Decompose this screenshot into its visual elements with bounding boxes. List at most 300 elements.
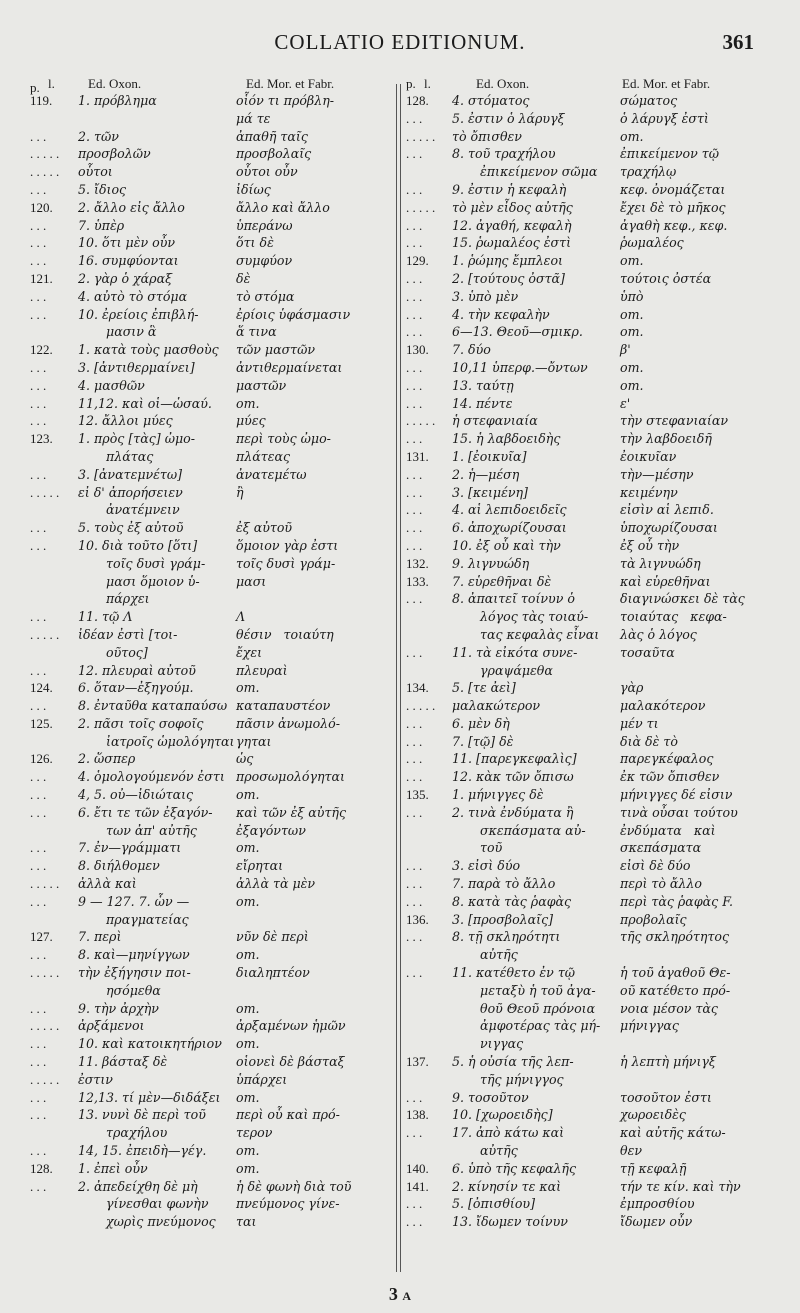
collation-row: [30, 1106, 392, 1124]
oxford-reading: 4. αἱ λεπιδοειδεῖς: [452, 502, 567, 518]
morel-reading: ἀντιθερμαίνεται: [236, 359, 343, 375]
line-reference: 121.: [30, 270, 53, 286]
line-reference: . . . . .: [406, 698, 436, 714]
line-reference: . . .: [406, 929, 423, 945]
line-reference: 134.: [406, 680, 429, 696]
collation-row: [406, 359, 776, 377]
morel-reading: καταπαυστέον: [236, 698, 331, 714]
morel-reading: πλάτεας: [236, 448, 291, 464]
collation-row: [30, 982, 392, 1000]
oxford-reading: 15. ἡ λαβδοειδὴς: [452, 431, 561, 447]
line-reference: . . .: [406, 288, 423, 304]
collation-row: [30, 857, 392, 875]
collation-row: [406, 626, 776, 644]
morel-reading: τῇ κεφαλῇ: [620, 1160, 687, 1176]
collation-row: [406, 1071, 776, 1089]
oxford-reading: 4. τὴν κεφαλὴν: [452, 306, 550, 322]
oxford-reading: 11. τῷ Λ: [78, 609, 133, 625]
oxford-reading: 7. δύο: [452, 342, 491, 358]
morel-reading: ἴδωμεν οὖν: [620, 1214, 693, 1230]
oxford-reading: 10. διὰ τοῦτο [ὅτι]: [78, 537, 198, 553]
line-reference: . . .: [406, 110, 423, 126]
collation-row: [406, 662, 776, 680]
oxford-reading: λόγος τὰς τοιαύ-: [452, 609, 589, 625]
morel-reading: ἀλλὰ τὰ μὲν: [236, 876, 316, 892]
morel-reading: τοῖς δυσὶ γράμ-: [236, 555, 336, 571]
morel-reading: om.: [236, 947, 260, 963]
oxford-reading: μασι ὅμοιον ὑ-: [78, 573, 200, 589]
morel-reading: om.: [236, 1143, 260, 1159]
line-reference: . . .: [406, 715, 423, 731]
morel-reading: ἐκ τῶν ὄπισθεν: [620, 769, 720, 785]
collation-row: [406, 430, 776, 448]
collation-row: [30, 395, 392, 413]
collation-row: [406, 1035, 776, 1053]
morel-reading: om.: [236, 1000, 260, 1016]
line-reference: . . .: [30, 1107, 47, 1123]
oxford-reading: 10. [χωροειδὴς]: [452, 1107, 553, 1123]
collation-row: [406, 306, 776, 324]
collation-row: [30, 555, 392, 573]
oxford-reading: 12,13. τί μὲν—διδάξει: [78, 1089, 221, 1105]
line-reference: 135.: [406, 787, 429, 803]
collation-row: [30, 359, 392, 377]
collation-row: [406, 911, 776, 929]
line-reference: [406, 626, 452, 644]
morel-reading: om.: [620, 377, 644, 393]
morel-reading: ἀγαθὴ κεφ., κεφ.: [620, 217, 728, 233]
collation-row: [30, 1195, 392, 1213]
collation-row: [406, 733, 776, 751]
running-title: COLLATIO EDITIONUM.: [274, 30, 526, 54]
oxford-reading: 1. πρὸς [τὰς] ὠμο-: [78, 431, 195, 447]
line-reference: . . .: [406, 591, 423, 607]
collation-row: [30, 644, 392, 662]
morel-reading: κειμένην: [620, 484, 678, 500]
line-reference: [30, 110, 78, 128]
line-reference: . . .: [406, 520, 423, 536]
morel-reading: μήνιγγας: [620, 1018, 679, 1034]
line-reference: [30, 822, 78, 840]
morel-reading: περὶ οὗ καὶ πρό-: [236, 1107, 340, 1123]
line-reference: [30, 590, 78, 608]
collation-row: [30, 1017, 392, 1035]
collation-row: [406, 715, 776, 733]
collation-row: [30, 145, 392, 163]
line-reference: . . .: [406, 858, 423, 874]
collation-row: [30, 163, 392, 181]
oxford-reading: 2. [τούτους ὀστᾶ]: [452, 270, 565, 286]
line-reference: . . . . .: [406, 413, 436, 429]
line-reference: 141.: [406, 1178, 429, 1194]
oxford-reading: πραγματείας: [78, 911, 189, 927]
line-reference: [406, 1017, 452, 1035]
line-reference: . . .: [30, 1000, 47, 1016]
oxford-reading: αὐτῆς: [452, 1143, 518, 1159]
collation-row: [30, 804, 392, 822]
line-reference: 136.: [406, 911, 429, 927]
line-reference: . . . . .: [30, 164, 60, 180]
morel-reading: om.: [620, 128, 644, 144]
oxford-reading: 5. ἐστιν ὁ λάρυγξ: [452, 110, 565, 126]
oxford-reading: μαλακώτερον: [452, 698, 541, 714]
collation-row: [30, 573, 392, 591]
line-reference: [406, 1000, 452, 1018]
line-reference: 132.: [406, 555, 429, 571]
line-reference: . . .: [30, 858, 47, 874]
line-reference: . . .: [406, 324, 423, 340]
collation-row: [406, 573, 776, 591]
collation-row: [406, 964, 776, 982]
oxford-reading: 4. αὐτὸ τὸ στόμα: [78, 288, 188, 304]
line-reference: [406, 662, 452, 680]
morel-reading: οὗτοι οὖν: [236, 164, 298, 180]
collation-row: [30, 768, 392, 786]
collation-row: [30, 608, 392, 626]
line-reference: [406, 1142, 452, 1160]
oxford-reading: τραχήλου: [78, 1125, 168, 1141]
morel-reading: ἀνατεμέτω: [236, 466, 307, 482]
oxford-reading: ἰατροῖς ὡμολόγηται: [78, 733, 235, 749]
oxford-reading: [78, 110, 236, 128]
oxford-reading: 12. ἄλλοι μύες: [78, 413, 173, 429]
collation-row: [406, 217, 776, 235]
collation-row: [30, 715, 392, 733]
line-reference: . . .: [30, 377, 47, 393]
line-reference: 129.: [406, 253, 429, 269]
morel-reading: ἔχει: [236, 644, 263, 660]
oxford-reading: 8. ἀπαιτεῖ τοίνυν ὁ: [452, 591, 575, 607]
line-reference: . . .: [406, 146, 423, 162]
morel-reading: τοσοῦτον ἐστι: [620, 1089, 712, 1105]
line-reference: . . .: [30, 947, 47, 963]
morel-reading: τὴν—μέσην: [620, 466, 694, 482]
collation-row: [30, 1160, 392, 1178]
oxford-reading: 7. παρὰ τὸ ἄλλο: [452, 876, 556, 892]
collation-row: [30, 822, 392, 840]
collation-row: [30, 484, 392, 502]
header-mor: Ed. Mor. et Fabr.: [246, 76, 335, 91]
oxford-reading: 3. [ἀνατεμνέτω]: [78, 466, 183, 482]
collation-row: [30, 1053, 392, 1071]
oxford-reading: 3. εἰσὶ δύο: [452, 858, 521, 874]
line-reference: . . . . .: [30, 146, 60, 162]
oxford-reading: ἀμφοτέρας τὰς μή-: [452, 1018, 601, 1034]
line-reference: . . .: [406, 1196, 423, 1212]
signature-mark: [0, 1284, 800, 1305]
collation-row: [30, 448, 392, 466]
oxford-reading: 4. μασθῶν: [78, 377, 145, 393]
line-reference: . . .: [30, 395, 47, 411]
morel-reading: διαγινώσκει δὲ τὰς: [620, 591, 745, 607]
collation-row: [406, 448, 776, 466]
line-reference: . . .: [30, 698, 47, 714]
collation-row: [406, 270, 776, 288]
oxford-reading: 2. ἡ—μέση: [452, 466, 520, 482]
collation-row: [406, 768, 776, 786]
oxford-reading: 13. νυνὶ δὲ περὶ τοῦ: [78, 1107, 206, 1123]
oxford-reading: ἰδέαν ἐστὶ [τοι-: [78, 626, 178, 642]
collation-row: [30, 110, 392, 128]
collation-row: [406, 412, 776, 430]
collation-row: [30, 466, 392, 484]
oxford-reading: μασιν ἃ: [78, 324, 157, 340]
collation-row: [30, 341, 392, 359]
morel-reading: ε': [620, 395, 631, 411]
line-reference: . . .: [30, 288, 47, 304]
morel-reading: μαλακότερον: [620, 698, 706, 714]
line-reference: . . . . .: [30, 484, 60, 500]
collation-row: [30, 893, 392, 911]
collation-row: [406, 181, 776, 199]
oxford-reading: 2. γὰρ ὁ χάραξ: [78, 270, 173, 286]
morel-reading: παρεγκέφαλος: [620, 751, 714, 767]
oxford-reading: 17. ἀπὸ κάτω καὶ: [452, 1125, 565, 1141]
morel-reading: ἐμπροσθίου: [620, 1196, 695, 1212]
collation-row: [406, 555, 776, 573]
morel-reading: ἐξ αὐτοῦ: [236, 520, 293, 536]
line-reference: 130.: [406, 342, 429, 358]
collation-row: [406, 590, 776, 608]
collation-row: [406, 145, 776, 163]
morel-reading: ἰδίως: [236, 181, 271, 197]
morel-reading: τινὰ οὖσαι τούτου: [620, 804, 738, 820]
collation-row: [406, 946, 776, 964]
line-reference: . . .: [406, 644, 423, 660]
collation-row: [30, 839, 392, 857]
line-reference: . . .: [406, 965, 423, 981]
line-reference: . . .: [30, 359, 47, 375]
line-reference: . . .: [30, 662, 47, 678]
line-reference: [30, 555, 78, 573]
morel-reading: ἄλλο καὶ ἄλλο: [236, 199, 330, 215]
collation-row: [406, 501, 776, 519]
morel-reading: κεφ. ὀνομάζεται: [620, 181, 726, 197]
line-reference: 125.: [30, 715, 53, 731]
collation-row: [30, 875, 392, 893]
line-reference: . . . . .: [30, 626, 60, 642]
line-reference: [406, 839, 452, 857]
morel-reading: τερον: [236, 1125, 273, 1141]
morel-reading: ἔχει δὲ τὸ μῆκος: [620, 199, 726, 215]
morel-reading: ὑπάρχει: [236, 1071, 288, 1087]
line-reference: 128.: [30, 1160, 53, 1176]
oxford-reading: χωρὶς πνεύμονος: [78, 1214, 216, 1230]
line-reference: 119.: [30, 93, 53, 108]
oxford-reading: ησόμεθα: [78, 982, 161, 998]
line-reference: . . .: [406, 484, 423, 500]
oxford-reading: 9. τοσοῦτον: [452, 1089, 529, 1105]
oxford-reading: 6—13. Θεοῦ—σμικρ.: [452, 324, 583, 340]
morel-reading: τραχήλῳ: [620, 164, 677, 180]
morel-reading: ὅτι δὲ: [236, 235, 274, 251]
morel-reading: ἐοικυῖαν: [620, 448, 677, 464]
oxford-reading: 5. [τε ἀεὶ]: [452, 680, 516, 696]
line-reference: . . .: [30, 413, 47, 429]
oxford-reading: εἰ δ' ἀπορήσειεν: [78, 484, 183, 500]
line-reference: . . .: [406, 1089, 423, 1105]
collation-row: [30, 323, 392, 341]
oxford-reading: 14, 15. ἐπειδὴ—γέγ.: [78, 1143, 207, 1159]
collation-row: [406, 377, 776, 395]
morel-reading: νῦν δὲ περὶ: [236, 929, 309, 945]
collation-row: [406, 1053, 776, 1071]
line-reference: . . .: [30, 840, 47, 856]
oxford-reading: 11. κατέθετο ἐν τῷ: [452, 965, 576, 981]
collation-row: [30, 181, 392, 199]
line-reference: . . .: [406, 377, 423, 393]
morel-reading: προβολαῖς: [620, 911, 687, 927]
morel-reading: μήνιγγες δέ εἰσιν: [620, 787, 733, 803]
collation-row: [406, 1106, 776, 1124]
morel-reading: περὶ τοὺς ὠμο-: [236, 431, 331, 447]
morel-reading: om.: [236, 1036, 260, 1052]
morel-reading: τὰ λιγνυώδη: [620, 555, 701, 571]
line-reference: 133.: [406, 573, 429, 589]
line-reference: . . .: [406, 217, 423, 233]
oxford-reading: σκεπάσματα αὐ-: [452, 822, 586, 838]
morel-reading: γὰρ: [620, 680, 644, 696]
oxford-reading: 1. κατὰ τοὺς μασθοὺς: [78, 342, 219, 358]
morel-reading: ἐξαγόντων: [236, 822, 306, 838]
collation-row: [30, 1071, 392, 1089]
oxford-reading: 7. ὑπὲρ: [78, 217, 125, 233]
line-reference: . . .: [30, 253, 47, 269]
line-reference: . . .: [30, 537, 47, 553]
morel-reading: μά τε: [236, 110, 271, 126]
line-reference: . . . . .: [406, 199, 436, 215]
collation-row: [406, 1089, 776, 1107]
collation-row: [30, 306, 392, 324]
oxford-reading: 2. τῶν: [78, 128, 119, 144]
morel-reading: συμφύον: [236, 253, 293, 269]
line-reference: . . .: [30, 520, 47, 536]
collation-row: [30, 911, 392, 929]
line-reference: [406, 1035, 452, 1053]
collation-row: [30, 733, 392, 751]
line-reference: . . .: [30, 181, 47, 197]
morel-reading: om.: [620, 324, 644, 340]
morel-reading: ἐνδύματα καὶ: [620, 822, 716, 838]
collation-row: [30, 430, 392, 448]
morel-reading: χωροειδὲς: [620, 1107, 686, 1123]
oxford-reading: 15. ῥωμαλέος ἐστὶ: [452, 235, 572, 251]
line-reference: . . . . .: [30, 876, 60, 892]
morel-reading: ἐπικείμενον τῷ: [620, 146, 720, 162]
collation-row: [30, 626, 392, 644]
oxford-reading: 2. τινὰ ἐνδύματα ἢ: [452, 804, 574, 820]
morel-reading: om.: [620, 359, 644, 375]
morel-reading: νοια μέσον τὰς: [620, 1000, 718, 1016]
line-reference: . . .: [30, 609, 47, 625]
collation-row: [30, 786, 392, 804]
morel-reading: πᾶσιν ἀνωμολό-: [236, 715, 340, 731]
morel-reading: τὴν λαβδοειδῆ: [620, 431, 712, 447]
line-reference: . . . . .: [30, 1018, 60, 1034]
oxford-reading: τοῦ: [452, 840, 503, 856]
morel-reading: εἴρηται: [236, 858, 284, 874]
header-oxon: Ed. Oxon.: [88, 76, 142, 91]
morel-reading: καὶ εὑρεθῆναι: [620, 573, 711, 589]
collation-row: [30, 1178, 392, 1196]
collation-row: [30, 412, 392, 430]
line-reference: . . .: [30, 306, 47, 322]
morel-reading: προσβολαῖς: [236, 146, 312, 162]
line-reference: . . .: [30, 1143, 47, 1159]
header-line: l.: [48, 76, 55, 91]
morel-reading: οῦ κατέθετο πρό-: [620, 982, 731, 998]
morel-reading: λὰς ὁ λόγος: [620, 626, 697, 642]
morel-reading: μασι: [236, 573, 267, 589]
collation-row: [30, 128, 392, 146]
morel-reading: om.: [236, 395, 260, 411]
collation-row: [30, 92, 392, 110]
collation-row: [30, 270, 392, 288]
morel-reading: om.: [620, 253, 644, 269]
right-rows: [406, 92, 776, 1231]
morel-reading: μέν τι: [620, 715, 659, 731]
oxford-reading: 7. εὑρεθῆναι δὲ: [452, 573, 552, 589]
line-reference: . . .: [406, 431, 423, 447]
collation-row: [30, 750, 392, 768]
oxford-reading: 12. ἀγαθή, κεφαλὴ: [452, 217, 572, 233]
morel-reading: ὑπὸ: [620, 288, 644, 304]
collation-row: [30, 217, 392, 235]
oxford-reading: τῆς μήνιγγος: [452, 1071, 564, 1087]
oxford-reading: 8. καὶ—μηνίγγων: [78, 947, 190, 963]
morel-reading: σώματος: [620, 93, 678, 108]
collation-row: [406, 466, 776, 484]
line-reference: 128.: [406, 93, 429, 108]
morel-reading: ὑπεράνω: [236, 217, 293, 233]
oxford-reading: 3. ὑπὸ μὲν: [452, 288, 519, 304]
line-reference: . . .: [30, 217, 47, 233]
line-reference: . . .: [406, 270, 423, 286]
morel-reading: τῆς σκληρότητος: [620, 929, 730, 945]
morel-reading: ὁ λάρυγξ ἐστὶ: [620, 110, 709, 126]
morel-reading: τήν τε κίν. καὶ τὴν: [620, 1178, 741, 1194]
line-reference: 127.: [30, 929, 53, 945]
header-oxon: Ed. Oxon.: [476, 76, 530, 91]
morel-reading: πλευραὶ: [236, 662, 288, 678]
line-reference: [30, 911, 78, 929]
collation-row: [406, 395, 776, 413]
oxford-reading: 2. κίνησίν τε καὶ: [452, 1178, 562, 1194]
oxford-reading: μεταξὺ ἡ τοῦ ἀγα-: [452, 982, 596, 998]
oxford-reading: ἀλλὰ καὶ: [78, 876, 137, 892]
line-reference: . . .: [30, 1036, 47, 1052]
line-reference: 140.: [406, 1160, 429, 1176]
oxford-reading: 6. μὲν δὴ: [452, 715, 510, 731]
oxford-reading: 9 — 127. 7. ὧν —: [78, 893, 190, 909]
line-reference: 138.: [406, 1107, 429, 1123]
collation-row: [406, 697, 776, 715]
oxford-reading: γραψάμεθα: [452, 662, 553, 678]
oxford-reading: 10. ὅτι μὲν οὖν: [78, 235, 176, 251]
left-rows: [30, 92, 392, 1231]
oxford-reading: 1. [ἐοικυῖα]: [452, 448, 527, 464]
oxford-reading: 9. λιγνυώδη: [452, 555, 530, 571]
oxford-reading: 12. πλευραὶ αὐτοῦ: [78, 662, 196, 678]
oxford-reading: 9. τὴν ἀρχὴν: [78, 1000, 159, 1016]
oxford-reading: 9. ἐστιν ἡ κεφαλὴ: [452, 181, 567, 197]
morel-reading: Λ: [236, 609, 246, 625]
morel-reading: om.: [236, 787, 260, 803]
oxford-reading: ἀνατέμνειν: [78, 502, 180, 518]
oxford-reading: 13. ταύτῃ: [452, 377, 514, 393]
oxford-reading: 6. ἀποχωρίζουσαι: [452, 520, 567, 536]
collation-row: [30, 697, 392, 715]
